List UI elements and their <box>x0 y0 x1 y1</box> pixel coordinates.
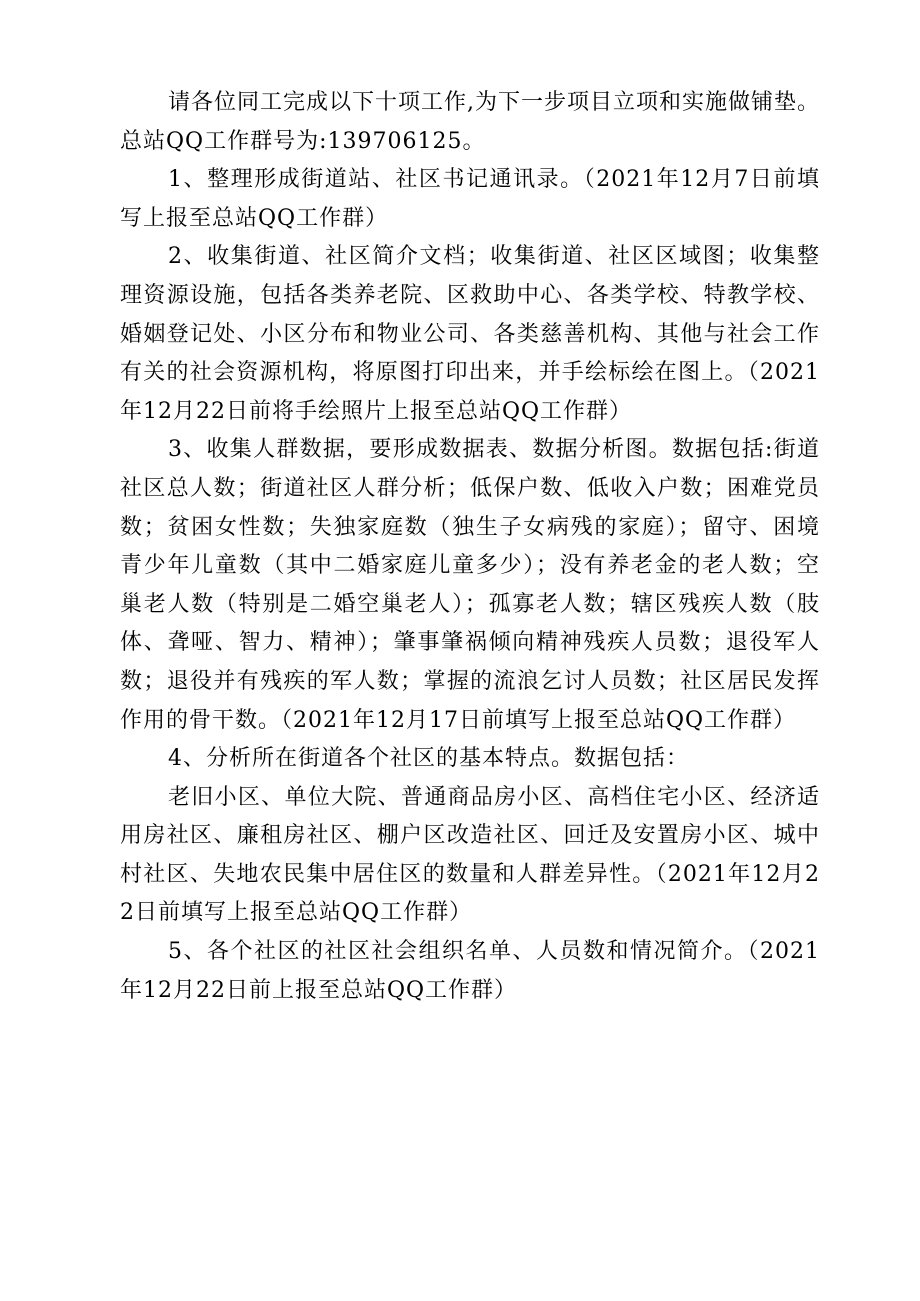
document-body <box>120 84 820 1010</box>
task-1-paragraph: 1、整理形成街道站、社区书记通讯录。（2021年12月7日前填写上报至总站QQ工作群） <box>120 167 820 231</box>
task-2-paragraph: 2、收集街道、社区简介文档；收集街道、社区区域图；收集整理资源设施，包括各类养老院、区救助中心、各类学校、特教学校、婚姻登记处、小区分布和物业公司、各类慈善机构、其他与社会工作有关的社会资源机构，将原图打印出来，并手绘标绘在图上。（2021年12月22日前将手绘照片上报至总站QQ工作群） <box>120 244 820 424</box>
intro-paragraph: 请各位同工完成以下十项工作,为下一步项目立项和实施做铺垫。总站QQ工作群号为:139706125。 <box>120 90 820 154</box>
task-4-detail-paragraph: 老旧小区、单位大院、普通商品房小区、高档住宅小区、经济适用房社区、廉租房社区、棚户区改造社区、回迁及安置房小区、城中村社区、失地农民集中居住区的数量和人群差异性。（2021年12月22日前填写上报至总站QQ工作群） <box>120 784 820 926</box>
task-3-paragraph: 3、收集人群数据，要形成数据表、数据分析图。数据包括:街道社区总人数；街道社区人群分析；低保户数、低收入户数；困难党员数；贫困女性数；失独家庭数（独生子女病残的家庭）；留守、困境青少年儿童数（其中二婚家庭儿童多少）；没有养老金的老人数；空巢老人数（特别是二婚空巢老人）；孤寡老人数；辖区残疾人数（肢体、聋哑、智力、精神）；肇事肇祸倾向精神残疾人员数；退役军人数；退役并有残疾的军人数；掌握的流浪乞讨人员数；社区居民发挥作用的骨干数。（2021年12月17日前填写上报至总站QQ工作群） <box>120 437 820 733</box>
task-4-paragraph: 4、分析所在街道各个社区的基本特点。数据包括： <box>168 746 689 772</box>
task-5-paragraph: 5、各个社区的社区社会组织名单、人员数和情况简介。（2021年12月22日前上报至总站QQ工作群） <box>120 939 820 1003</box>
